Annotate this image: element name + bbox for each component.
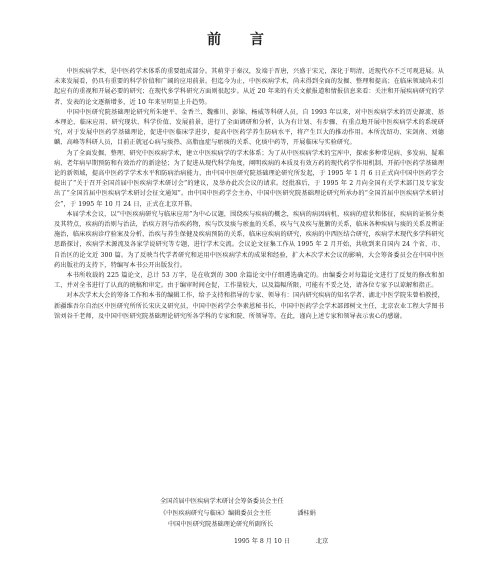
paragraph-5: 本书所收载的 225 篇论文，总计 53 万字，是在收到的 300 余篇论文中仔细遴选确定的。由编委会对每篇论文进行了反复的修改和加工，并对全书进行了认真的统稿和审定。由于编审时间仓促，工作量较大，以及篇幅所限，可能有不妥之处，请各位专家予以谅解和指正。 bbox=[54, 272, 444, 290]
signature-date: 1995 年 8 月 10 日 bbox=[234, 537, 290, 545]
preface-body bbox=[54, 67, 444, 322]
signature-title: 《中医疾病研究与临床》编辑委员会主任 bbox=[160, 509, 272, 517]
paragraph-6: 对本次学术大会的筹备工作和本书的编辑工作，给予支持和指导的专家、领导有：国内研究疾病的知名学者、湖北中医学院朱曾柏教授，新疆维吾尔自治区中医研究所所长宋庆义研究员，中国中医药学会李素恩秘书长，中国中医药学会学术部郎树文主任，北京农业工程大学图书馆刘谷千老师，及中国中医研究院基础理论研究所各学科的专家和院、所领导等。在此，谨向上述专家和领导表示衷心的感谢。 bbox=[54, 292, 444, 320]
signature-line-1: 全国首届中医疾病学术研讨会筹备委员会主任 bbox=[160, 498, 284, 505]
paragraph-3: 为了全面发掘、整理、研究中医疾病学术，建立中医疾病学的学术体系；为了从中医疾病学术的宝库中，探索多种常见病、多发病、疑难病、老年病早期预防和有效治疗的新途径；为了促进从现代科学角度，阐明疾病的本质及有效方药的现代药学作用机制，开拓中医药学基础理论的新领域，提高中医药学学术水平和防病治病能力，由中国中医研究院基础理论研究所发起，于 1995 年 1 月 6 日正式向中国中医药学会提出了“关于召开全国首届中医疾病学术研讨会”的建议，及举办此次会议的请求。经批准后，于 1995 年 2 月向全国有关学术部门及专家发出了“全国首届中医疾病学术研讨会征文通知”。由中国中医药学会主办，中国中医研究院基础理论研究所承办的“全国首届中医疾病学术研讨会”，于 1995 年 10 月 24 日，正式在北京开幕。 bbox=[54, 149, 444, 208]
signature-place: 北京 bbox=[315, 537, 329, 545]
paragraph-4: 本届学术会议，以“中医疾病研究与临床应用”为中心议题，围绕疾与疾病的概念，疾病的病因病机，疾病的症状和体征，疾病的证候分类及其特点，疾病的治则与治法，治疾方剂与治疾药物，疾与饮及痰与瘀血的关系，疾与气及疾与脏腑的关系，临床各种疾病与痰的关系及辨证施治，临床疾病诊疗验案及分析，治疾与养生保健及疾病预防的关系，临床应疾病的研究，疾病的中西医结合研究，疾病学术现代多学科研究思路探讨，疾病学术源流及各家学说研究等专题，进行学术交流。会议论文征集工作从 1995 年 2 月开始，共收到来自国内 24 个省、市、自治区的论文近 300 篇。为了反映当代学者研究和运用中医疾病学术的成果和经验，扩大本次学术会议的影响，大会筹备委员会在中国中医药出版社的支持下，特编写本书公开出版发行。 bbox=[54, 210, 444, 269]
signature-name: 潘桂娟 bbox=[297, 509, 316, 517]
paragraph-1: 中医疾病学术，是中医药学术体系的重要组成部分。其萌芽于秦汉，发端于晋唐，兴盛于宋元，深化于明清，近现代亦不乏可观进展。从未来发展看，仍具有重要的科学价值和广阔的应用前景。但迄今为止，中医疾病学术，尚未得到全面的发掘、整理和提高；在临床领域尚未引起应有的重视和开展必要的研究；在现代多学科研究方面则很起步。从近 20 年来的有关文献报道和情报信息来看：关注和开展疾病研究的学者、发表的论文逐渐增多，近 10 年来呈明显上升趋势。 bbox=[54, 68, 444, 106]
signature-line-2 bbox=[160, 508, 420, 520]
signature-line-3: 中国中医研究院基础理论研究所副所长 bbox=[168, 521, 274, 529]
page-title: 前 言 bbox=[207, 32, 276, 48]
signature-block bbox=[160, 496, 420, 547]
paragraph-2: 中国中医研究院基础理论研究所朱建平、金香兰、魏雅川、彭锦、杨威等科研人员，自 1993 年以来，对中医疾病学术的历史源流、基本理论、临床应用、研究现状、科学价值、发展前景，进行了全面调研和分析，认为有计划、有步骤、有重点地开展中医疾病学术的系统研究，对于发展中医药学基础理论，促进中医临床学进步，提高中医药学养生防病水平，将产生巨大的推动作用。本所沈绍功、宋剑南、刘德麟、高峰等科研人员，目前正就冠心病与痰热、高脂血症与瘀痰的关系、化痰中药等，开展临床与实验研究。 bbox=[54, 108, 444, 147]
signature-date-line bbox=[160, 536, 420, 548]
